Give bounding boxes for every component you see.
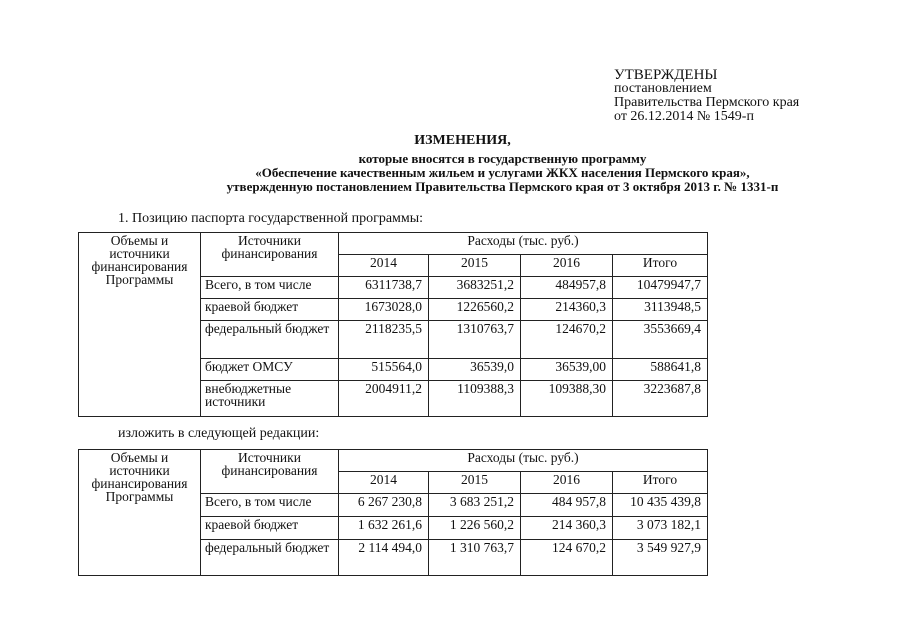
value-cell: 1 310 763,7 xyxy=(429,540,521,576)
approval-date-line: от 26.12.2014 № 1549-п xyxy=(614,109,754,124)
year-header: 2016 xyxy=(521,255,613,277)
value-cell: 1673028,0 xyxy=(339,299,429,321)
year-header: 2015 xyxy=(429,472,521,494)
year-header: 2015 xyxy=(429,255,521,277)
financing-table-new xyxy=(78,449,708,576)
source-cell: федеральный бюджет xyxy=(201,321,339,359)
source-cell: Всего, в том числе xyxy=(201,277,339,299)
value-cell: 3 549 927,9 xyxy=(613,540,708,576)
value-cell: 2 114 494,0 xyxy=(339,540,429,576)
value-cell: 2004911,2 xyxy=(339,381,429,417)
middle-paragraph: изложить в следующей редакции: xyxy=(118,426,320,441)
value-cell: 3 683 251,2 xyxy=(429,494,521,517)
value-cell: 1 632 261,6 xyxy=(339,517,429,540)
source-cell: внебюджетные источники xyxy=(201,381,339,417)
value-cell: 36539,0 xyxy=(429,359,521,381)
financing-table-old xyxy=(78,232,708,417)
value-cell: 3113948,5 xyxy=(613,299,708,321)
total-header: Итого xyxy=(613,255,708,277)
value-cell: 10479947,7 xyxy=(613,277,708,299)
source-cell: краевой бюджет xyxy=(201,517,339,540)
value-cell: 36539,00 xyxy=(521,359,613,381)
value-cell: 6311738,7 xyxy=(339,277,429,299)
expenses-header-cell: Расходы (тыс. руб.) xyxy=(339,233,708,255)
value-cell: 6 267 230,8 xyxy=(339,494,429,517)
value-cell: 3683251,2 xyxy=(429,277,521,299)
subtitle-line: которые вносятся в государственную программу xyxy=(358,151,647,166)
value-cell: 515564,0 xyxy=(339,359,429,381)
source-cell: бюджет ОМСУ xyxy=(201,359,339,381)
year-header: 2014 xyxy=(339,255,429,277)
intro-paragraph: 1. Позицию паспорта государственной программы: xyxy=(118,211,424,226)
subtitle-line: утвержденную постановлением Правительства Пермского края от 3 октября 2013 г. № 1331-п xyxy=(226,179,779,194)
value-cell: 3 073 182,1 xyxy=(613,517,708,540)
subtitle-line: «Обеспечение качественным жильем и услугами ЖКХ населения Пермского края», xyxy=(255,165,750,180)
approval-line: Правительства Пермского края xyxy=(614,95,800,110)
volumes-header-cell: Объемы и источники финансирования Программы xyxy=(79,450,201,576)
year-header: 2016 xyxy=(521,472,613,494)
value-cell: 484957,8 xyxy=(521,277,613,299)
value-cell: 124 670,2 xyxy=(521,540,613,576)
approval-block xyxy=(614,68,799,124)
value-cell: 588641,8 xyxy=(613,359,708,381)
value-cell: 214 360,3 xyxy=(521,517,613,540)
document-subtitle xyxy=(0,152,905,194)
source-cell: краевой бюджет xyxy=(201,299,339,321)
value-cell: 10 435 439,8 xyxy=(613,494,708,517)
document-title: ИЗМЕНЕНИЯ, xyxy=(414,133,511,148)
value-cell: 1226560,2 xyxy=(429,299,521,321)
source-cell: федеральный бюджет xyxy=(201,540,339,576)
approval-heading: УТВЕРЖДЕНЫ xyxy=(614,67,718,83)
value-cell: 1310763,7 xyxy=(429,321,521,359)
value-cell: 3223687,8 xyxy=(613,381,708,417)
value-cell: 1 226 560,2 xyxy=(429,517,521,540)
approval-line: постановлением xyxy=(614,81,712,96)
value-cell: 1109388,3 xyxy=(429,381,521,417)
year-header: 2014 xyxy=(339,472,429,494)
volumes-header-cell: Объемы и источники финансирования Программы xyxy=(79,233,201,417)
value-cell: 2118235,5 xyxy=(339,321,429,359)
value-cell: 484 957,8 xyxy=(521,494,613,517)
source-cell: Всего, в том числе xyxy=(201,494,339,517)
value-cell: 124670,2 xyxy=(521,321,613,359)
total-header: Итого xyxy=(613,472,708,494)
sources-header-cell: Источники финансирования xyxy=(201,233,339,277)
value-cell: 214360,3 xyxy=(521,299,613,321)
expenses-header-cell: Расходы (тыс. руб.) xyxy=(339,450,708,472)
sources-header-cell: Источники финансирования xyxy=(201,450,339,494)
value-cell: 109388,30 xyxy=(521,381,613,417)
value-cell: 3553669,4 xyxy=(613,321,708,359)
